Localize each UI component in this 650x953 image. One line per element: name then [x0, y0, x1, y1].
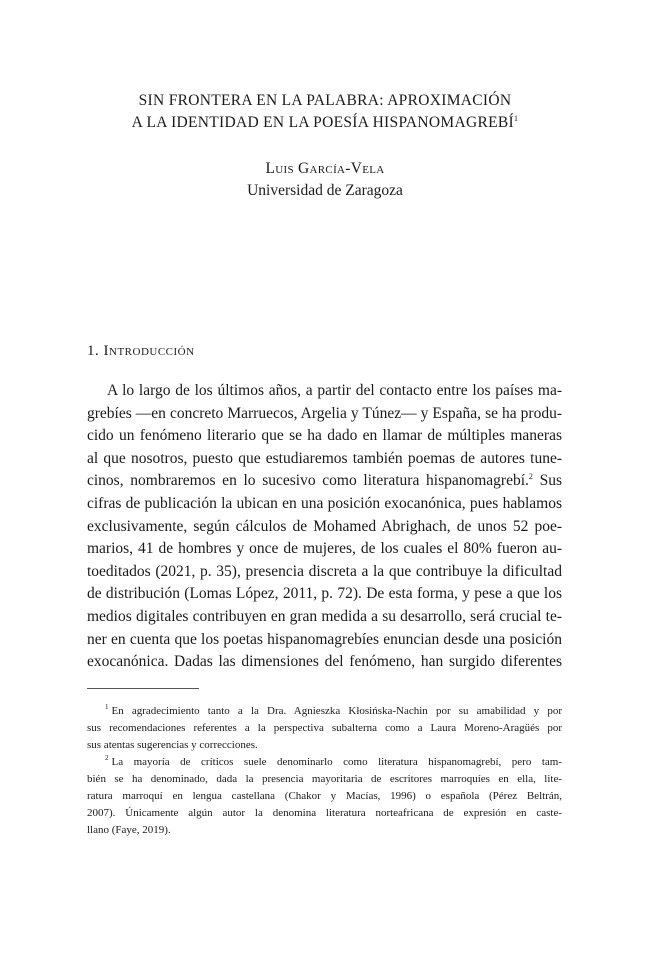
footnotes	[87, 703, 562, 839]
body-line-text: cinos, nombraremos en lo sucesivo como literatura hispanomagrebí.	[87, 472, 529, 490]
author-name: Luis García-Vela	[265, 160, 385, 177]
footnote-1-line	[87, 703, 562, 720]
article-title	[60, 90, 590, 134]
footnote-1-line: sus atentas sugerencias y correcciones.	[87, 739, 258, 751]
footnote-separator	[87, 688, 199, 689]
body-line: marios, 41 de hombres y once de mujeres, de los cuales el 80% fueron au-	[87, 540, 562, 558]
article-title-line-2-text: A LA IDENTIDAD EN LA POESÍA HISPANOMAGREBÍ	[131, 114, 514, 131]
footnote-2-text: La mayoría de críticos suele denominarlo como literatura hispanomagrebí, pero tam-	[111, 756, 562, 768]
section-heading: 1. Introducción	[87, 343, 195, 359]
footnote-1-line: sus recomendaciones referentes a la perspectiva subalterna como a Laura Moreno-Aragüés por	[87, 722, 562, 734]
body-line: exocanónica. Dadas las dimensiones del fenómeno, han surgido diferentes	[87, 653, 562, 671]
footnote-ref-2: 2	[528, 472, 533, 482]
footnote-2-line	[87, 754, 562, 771]
footnote-2-marker: 2	[105, 754, 109, 763]
footnote-2-line: bién se ha denominado, dada la presencia mayoritaria de escritores marroquíes en ella, lite-	[87, 773, 562, 785]
body-line: al que nosotros, puesto que estudiaremos también poemas de autores tune-	[87, 449, 562, 467]
footnote-2-line: llano (Faye, 2019).	[87, 824, 171, 836]
body-line: cido un fenómeno literario que se ha dado en llamar de múltiples maneras	[87, 427, 562, 445]
author-affiliation: Universidad de Zaragoza	[247, 182, 403, 199]
body-line: grebíes —en concreto Marruecos, Argelia y Túnez— y España, se ha produ-	[87, 404, 562, 422]
body-line: A lo largo de los últimos años, a partir del contacto entre los países ma-	[107, 382, 562, 399]
body-line	[87, 470, 562, 493]
body-line: medios digitales contribuyen en gran medida a su desarrollo, será crucial te-	[87, 607, 562, 625]
body-line-tail: Sus	[539, 472, 563, 490]
footnote-2-line: 2007). Únicamente algún autor la denomina literatura norteafricana de expresión en caste-	[87, 807, 562, 819]
article-title-line-1: SIN FRONTERA EN LA PALABRA: APROXIMACIÓN	[138, 92, 512, 109]
footnote-2-line: ratura marroquí en lengua castellana (Chakor y Macías, 1996) o española (Pérez Beltrán,	[87, 790, 562, 802]
body-line: de distribución (Lomas López, 2011, p. 72). De esta forma, y pese a que los	[87, 585, 562, 603]
body-line: exclusivamente, según cálculos de Mohamed Abrighach, de unos 52 poe-	[87, 517, 562, 535]
body-line: ner en cuenta que los poetas hispanomagrebíes enuncian desde una posición	[87, 630, 562, 648]
footnote-1-marker: 1	[105, 703, 109, 712]
body-line: toeditados (2021, p. 35), presencia discreta a la que contribuye la dificultad	[87, 562, 562, 580]
body-paragraph	[87, 380, 562, 674]
body-line: cifras de publicación la ubican en una posición exocanónica, pues hablamos	[87, 494, 562, 512]
article-title-line-2	[60, 112, 590, 134]
footnote-ref-1: 1	[514, 113, 519, 123]
footnote-1-text: En agradecimiento tanto a la Dra. Agnieszka Kłosińska-Nachin por su amabilidad y por	[111, 705, 562, 717]
